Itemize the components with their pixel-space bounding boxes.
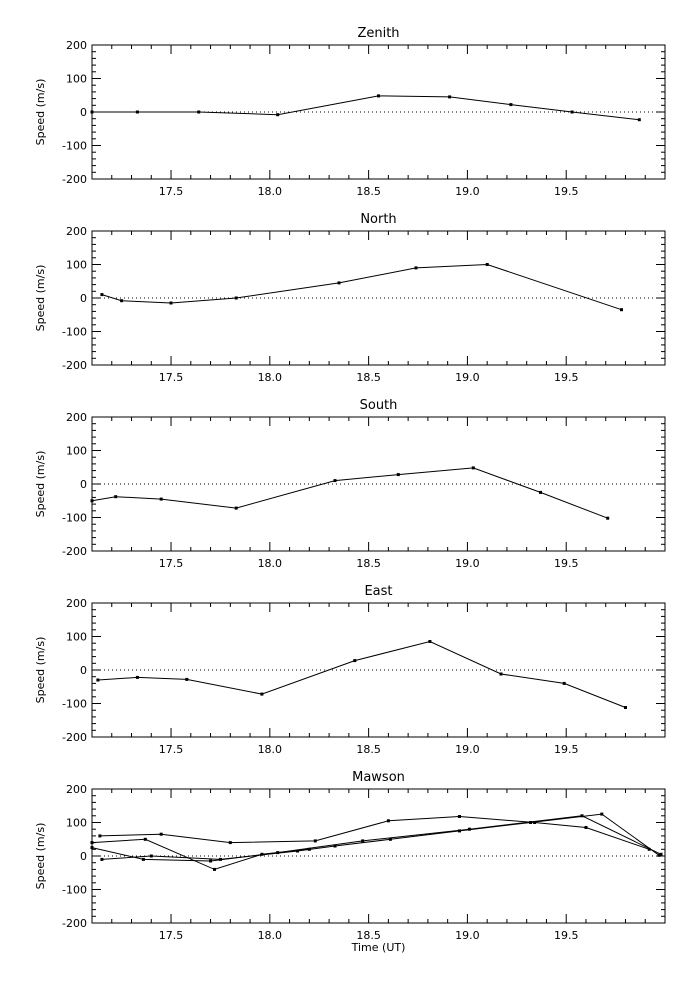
data-point: [571, 111, 574, 114]
x-tick-label: 17.5: [158, 743, 184, 756]
data-point: [91, 499, 94, 502]
data-point: [229, 841, 232, 844]
y-tick-label: 200: [66, 411, 87, 424]
y-axis-label: Speed (m/s): [34, 78, 47, 146]
y-tick-label: 100: [66, 258, 87, 272]
data-point: [136, 676, 139, 679]
data-point: [314, 839, 317, 842]
y-tick-label: -200: [62, 917, 87, 930]
panel-title: Mawson: [352, 770, 405, 785]
y-tick-label: 0: [80, 850, 87, 863]
data-point: [585, 826, 588, 829]
y-tick-label: -200: [62, 545, 87, 558]
data-point: [235, 297, 238, 300]
x-axis-label: Time (UT): [351, 941, 406, 954]
plot-frame: [92, 603, 665, 737]
data-point: [276, 113, 279, 116]
x-tick-label: 17.5: [158, 557, 184, 570]
panel-east: [34, 584, 665, 756]
data-point: [361, 839, 364, 842]
panel-zenith: [34, 26, 665, 198]
data-point: [624, 706, 627, 709]
data-point: [334, 479, 337, 482]
plot-frame: [92, 417, 665, 551]
data-point: [600, 813, 603, 816]
panel-title: North: [360, 212, 397, 227]
data-point: [185, 678, 188, 681]
data-point: [338, 281, 341, 284]
data-point: [509, 103, 512, 106]
x-tick-label: 18.0: [257, 371, 283, 384]
panel-title: East: [364, 584, 393, 599]
data-point: [91, 841, 94, 844]
y-axis-label: Speed (m/s): [34, 822, 47, 890]
plot-frame: [92, 789, 665, 923]
x-tick-label: 18.0: [257, 743, 283, 756]
data-point: [98, 834, 101, 837]
x-tick-label: 18.5: [356, 743, 381, 756]
series-line-2: [100, 817, 649, 850]
data-point: [658, 854, 661, 857]
y-tick-label: 100: [66, 72, 87, 86]
y-tick-label: -200: [62, 359, 87, 372]
x-tick-label: 19.5: [553, 743, 579, 756]
x-tick-label: 19.5: [553, 557, 579, 570]
data-point: [100, 293, 103, 296]
y-tick-label: 200: [66, 783, 87, 796]
x-tick-label: 18.0: [257, 185, 283, 198]
y-tick-label: 0: [80, 664, 87, 677]
y-tick-label: -100: [62, 139, 87, 153]
y-axis-label: Speed (m/s): [34, 450, 47, 518]
data-point: [100, 858, 103, 861]
series-line-1: [102, 265, 622, 310]
y-tick-label: 100: [66, 816, 87, 830]
data-point: [387, 819, 390, 822]
data-point: [235, 507, 238, 510]
data-point: [397, 473, 400, 476]
x-tick-label: 19.0: [455, 371, 480, 384]
series-line-1: [92, 816, 661, 861]
data-point: [415, 266, 418, 269]
x-tick-label: 19.0: [455, 185, 480, 198]
y-tick-label: 0: [80, 106, 87, 119]
data-point: [458, 815, 461, 818]
data-point: [428, 640, 431, 643]
data-point: [142, 858, 145, 861]
x-tick-label: 18.5: [356, 371, 381, 384]
x-tick-label: 17.5: [158, 371, 184, 384]
data-point: [296, 850, 299, 853]
series-line-1: [92, 96, 639, 120]
data-point: [620, 308, 623, 311]
data-point: [563, 682, 566, 685]
y-tick-label: -200: [62, 731, 87, 744]
y-tick-label: -100: [62, 511, 87, 525]
data-point: [529, 821, 532, 824]
x-tick-label: 18.0: [257, 557, 283, 570]
data-point: [160, 833, 163, 836]
data-point: [260, 693, 263, 696]
data-point: [209, 860, 212, 863]
y-tick-label: -200: [62, 173, 87, 186]
y-tick-label: -100: [62, 697, 87, 711]
data-point: [606, 517, 609, 520]
data-point: [144, 838, 147, 841]
x-tick-label: 17.5: [158, 185, 184, 198]
data-point: [486, 263, 489, 266]
data-point: [334, 845, 337, 848]
data-point: [197, 111, 200, 114]
series-line-3: [92, 839, 309, 869]
data-point: [458, 829, 461, 832]
y-tick-label: -100: [62, 325, 87, 339]
data-point: [213, 868, 216, 871]
data-point: [160, 498, 163, 501]
data-point: [500, 673, 503, 676]
data-point: [638, 118, 641, 121]
x-tick-label: 19.0: [455, 743, 480, 756]
data-point: [120, 299, 123, 302]
panel-south: [34, 398, 665, 570]
data-point: [219, 858, 222, 861]
data-point: [150, 855, 153, 858]
data-point: [539, 491, 542, 494]
panel-title: Zenith: [357, 26, 400, 41]
y-tick-label: 200: [66, 597, 87, 610]
panel-title: South: [359, 398, 398, 413]
y-tick-label: 0: [80, 478, 87, 491]
y-tick-label: 0: [80, 292, 87, 305]
data-point: [472, 466, 475, 469]
y-tick-label: 200: [66, 39, 87, 52]
x-tick-label: 19.5: [553, 371, 579, 384]
data-point: [353, 659, 356, 662]
x-tick-label: 18.5: [356, 929, 381, 942]
x-tick-label: 17.5: [158, 929, 184, 942]
x-tick-label: 19.5: [553, 185, 579, 198]
y-tick-label: 100: [66, 444, 87, 458]
data-point: [136, 111, 139, 114]
data-point: [91, 846, 94, 849]
y-tick-label: 100: [66, 630, 87, 644]
y-axis-label: Speed (m/s): [34, 636, 47, 704]
series-line-1: [98, 642, 626, 708]
panel-mawson: [34, 770, 665, 954]
plot-frame: [92, 231, 665, 365]
y-tick-label: 200: [66, 225, 87, 238]
data-point: [96, 679, 99, 682]
x-tick-label: 18.0: [257, 929, 283, 942]
y-tick-label: -100: [62, 883, 87, 897]
x-tick-label: 19.5: [553, 929, 579, 942]
data-point: [114, 495, 117, 498]
data-point: [389, 838, 392, 841]
x-tick-label: 18.5: [356, 185, 381, 198]
data-point: [448, 95, 451, 98]
x-tick-label: 19.0: [455, 929, 480, 942]
series-line-1: [92, 468, 608, 518]
x-tick-label: 18.5: [356, 557, 381, 570]
panel-north: [34, 212, 665, 384]
data-point: [377, 94, 380, 97]
y-axis-label: Speed (m/s): [34, 264, 47, 332]
x-tick-label: 19.0: [455, 557, 480, 570]
data-point: [91, 111, 94, 114]
data-point: [170, 302, 173, 305]
